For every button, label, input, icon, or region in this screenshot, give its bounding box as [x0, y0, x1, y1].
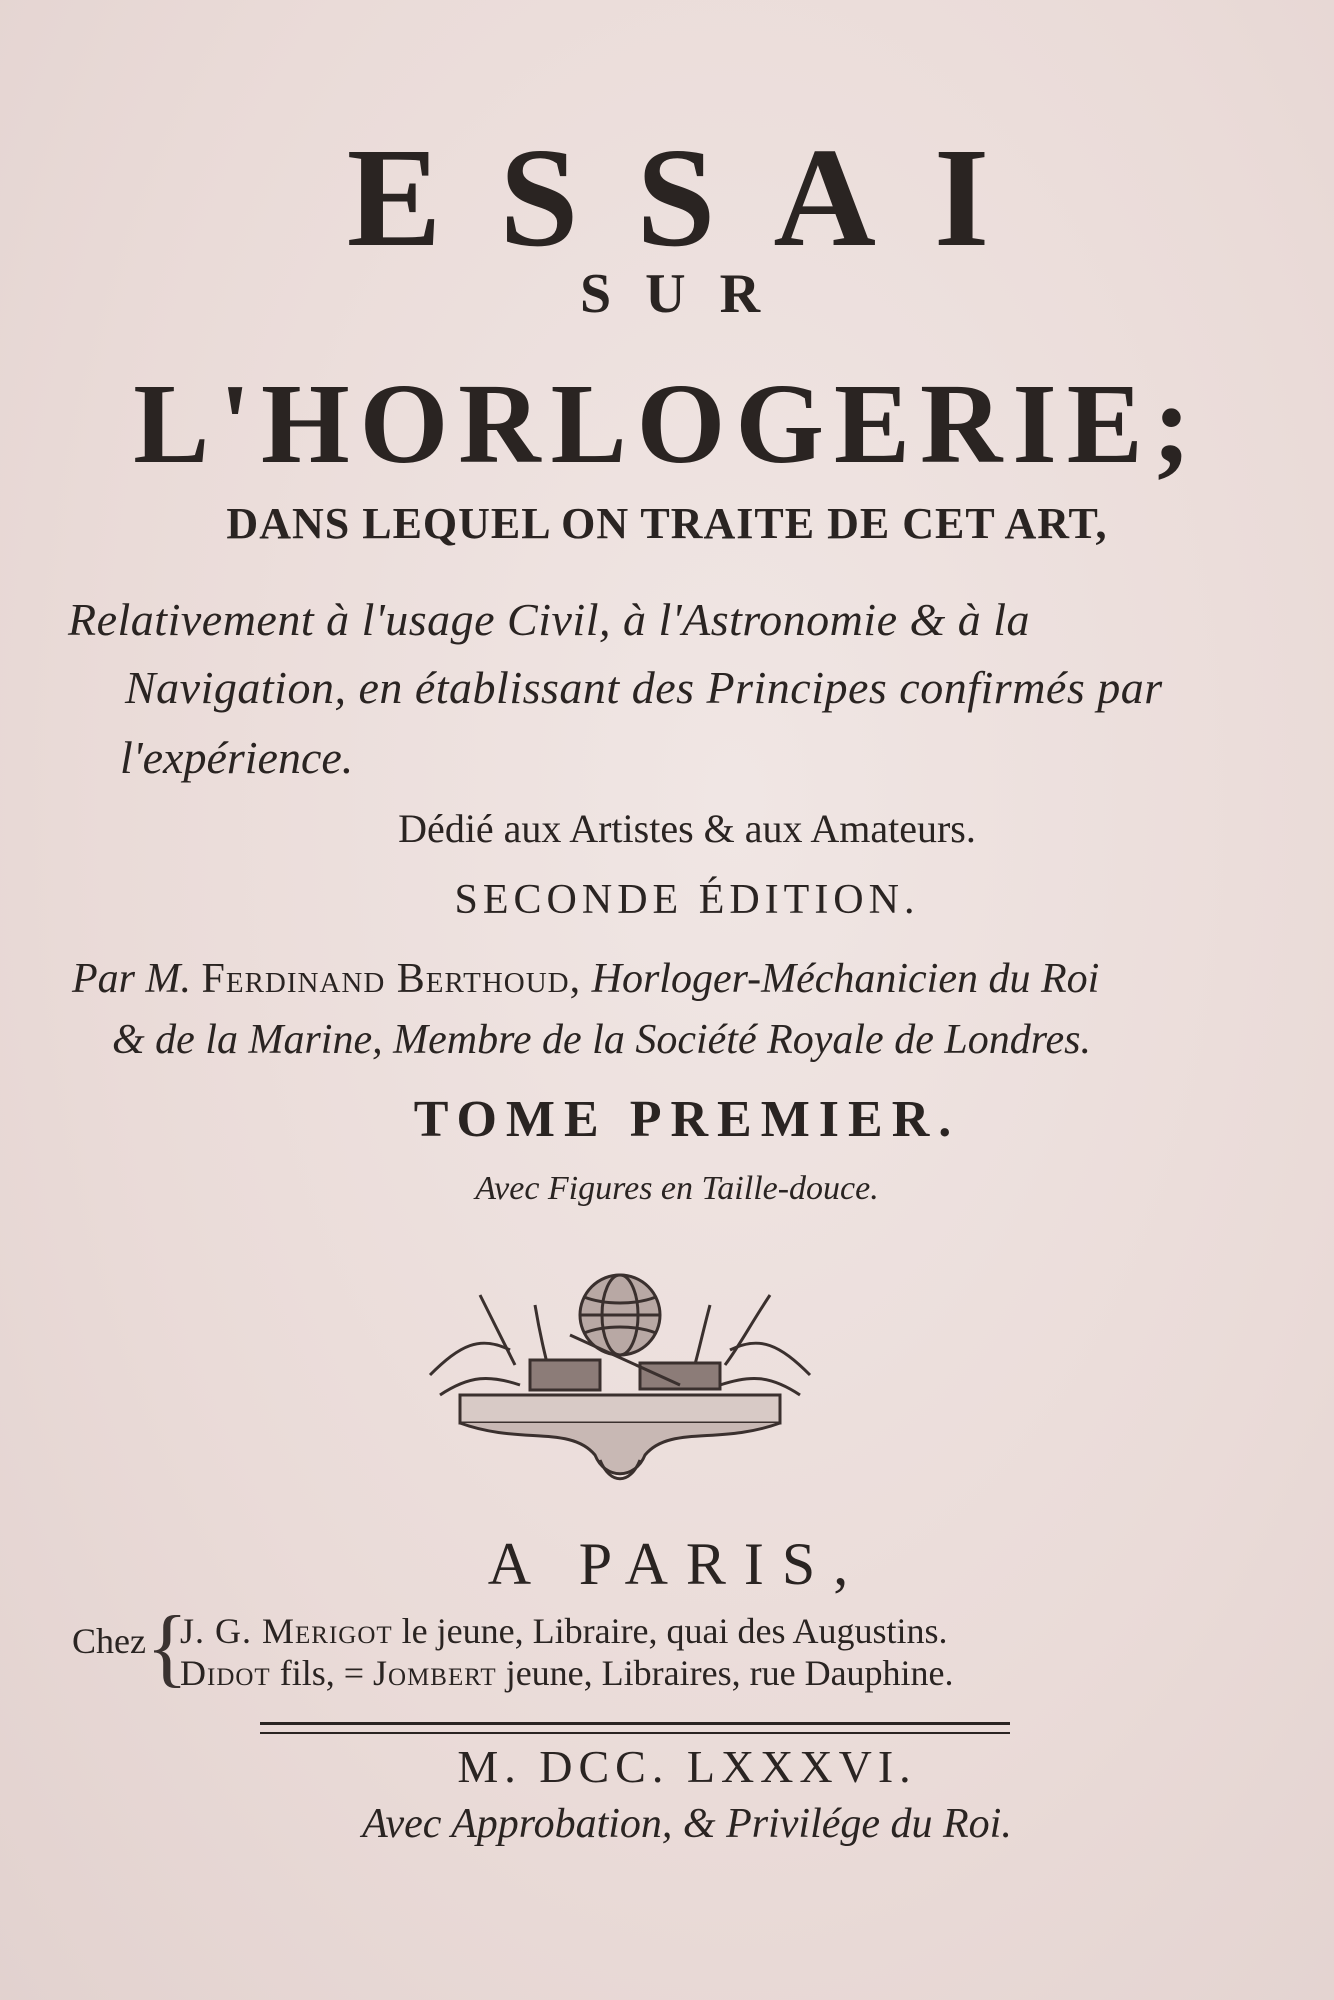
imprint-chez: Chez	[72, 1621, 146, 1661]
imprint-city: A PARIS,	[487, 1531, 867, 1597]
imprint-approbation: Avec Approbation, & Privilége du Roi.	[362, 1801, 1012, 1847]
publisher-2-name2: Jombert	[373, 1653, 497, 1693]
description-line-2: Navigation, en établissant des Principes confirmés par	[125, 662, 1163, 713]
publisher-2-mid: fils, =	[279, 1653, 365, 1693]
author-title-1: Horloger-Méchanicien du Roi	[591, 956, 1100, 1002]
double-rule-top	[260, 1722, 1010, 1725]
author-prefix: Par M.	[72, 956, 191, 1002]
volume-statement: TOME PREMIER.	[413, 1091, 961, 1148]
brace-icon: {	[146, 1599, 189, 1696]
publisher-line-2	[180, 1652, 954, 1694]
publisher-2-name: Didot	[180, 1653, 271, 1693]
publisher-line-1	[180, 1610, 948, 1652]
description-line-1: Relativement à l'usage Civil, à l'Astronomie & à la	[68, 594, 1031, 645]
dedication: Dédié aux Artistes & aux Amateurs.	[398, 806, 976, 851]
publisher-1-rest: le jeune, Libraire, quai des Augustins.	[401, 1611, 948, 1651]
globe-vignette-icon	[420, 1255, 820, 1495]
title-horlogerie: L'HORLOGERIE;	[133, 360, 1201, 487]
illustrations-note: Avec Figures en Taille-douce.	[475, 1170, 879, 1207]
edition-statement: SECONDE ÉDITION.	[454, 877, 920, 923]
author-line-1	[72, 955, 1099, 1003]
description-line-3: l'expérience.	[120, 732, 354, 783]
double-rule-bottom	[260, 1732, 1010, 1734]
publisher-2-rest: jeune, Libraires, rue Dauphine.	[505, 1653, 954, 1693]
subtitle-dans-lequel: DANS LEQUEL ON TRAITE DE CET ART,	[226, 499, 1108, 548]
imprint-year: M. DCC. LXXXVI.	[457, 1741, 917, 1792]
title-essai: ESSAI	[346, 118, 1048, 276]
author-line-2: & de la Marine, Membre de la Société Royale de Londres.	[112, 1017, 1091, 1063]
publisher-1-name: J. G. Merigot	[180, 1611, 393, 1651]
title-sur: SUR	[579, 263, 795, 325]
author-name: Ferdinand Berthoud,	[201, 956, 582, 1002]
